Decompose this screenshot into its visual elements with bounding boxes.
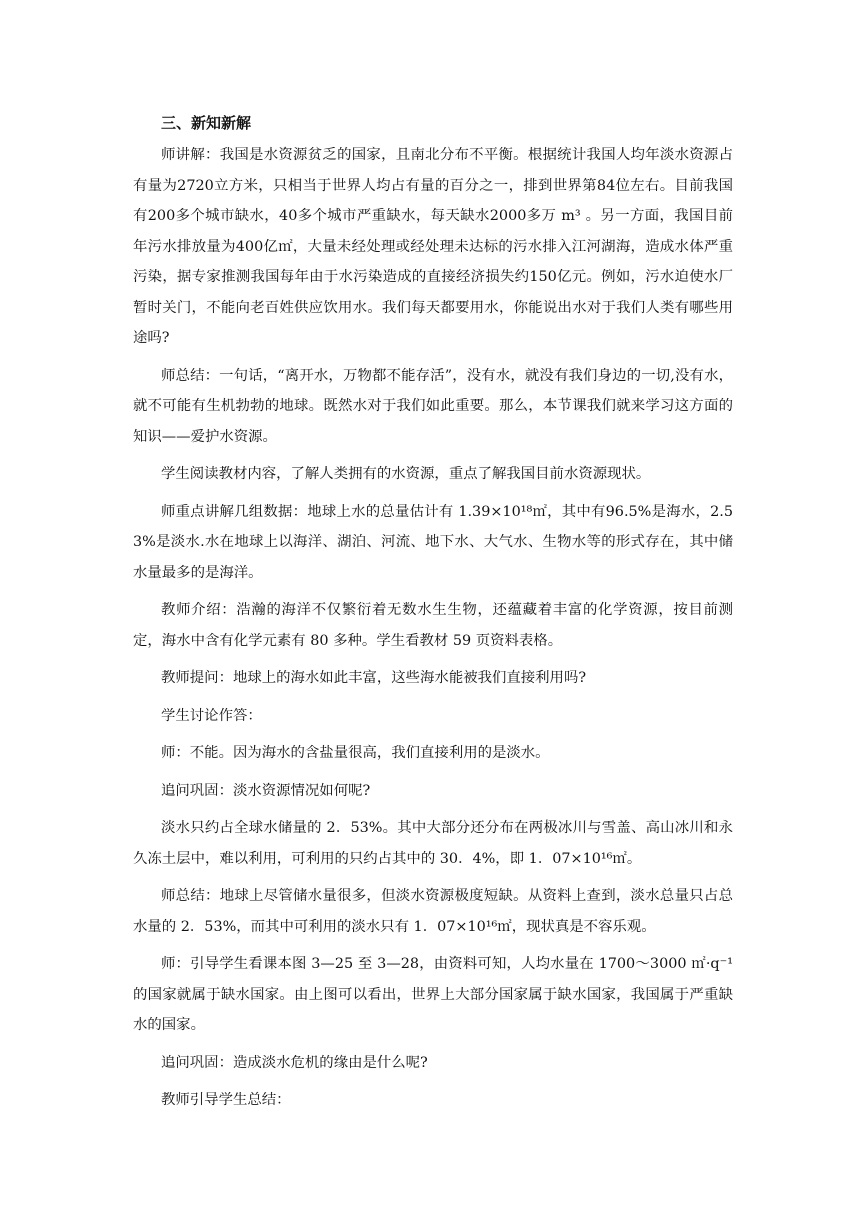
paragraph-figure-guide: 师：引导学生看课本图 3—25 至 3—28，由资料可知，人均水量在 1700～3000 ㎡·q⁻¹ 的国家就属于缺水国家。由上图可以看出，世界上大部分国家属于缺水国家，我国属于严重缺水的国家。	[133, 956, 733, 1033]
paragraph-teacher-summary-1: 师总结：一句话，“离开水，万物都不能存活”，没有水，就没有我们身边的一切,没有水，就不可能有生机勃勃的地球。既然水对于我们如此重要。那么，本节课我们就来学习这方面的知识——爱护水资源。	[133, 367, 733, 445]
paragraph-key-data: 师重点讲解几组数据：地球上水的总量估计有 1.39×10¹⁸㎡，其中有96.5%是海水，2.53%是淡水.水在地球上以海洋、湖泊、河流、地下水、大气水、生物水等的形式存在，其中储水量最多的是海洋。	[133, 503, 733, 581]
paragraph-freshwater-share: 淡水只约占全球水储量的 2．53%。其中大部分还分布在两极冰川与雪盖、高山冰川和永久冻土层中，难以利用，可利用的只约占其中的 30．4%，即 1．07×10¹⁶㎡。	[133, 820, 733, 867]
paragraph-teacher-intro: 教师介绍：浩瀚的海洋不仅繁衍着无数水生生物，还蕴藏着丰富的化学资源，按目前测定，海水中含有化学元素有 80 多种。学生看教材 59 页资料表格。	[133, 602, 733, 649]
paragraph-teacher-guide: 教师引导学生总结：	[161, 1092, 291, 1108]
document-page	[133, 108, 733, 1123]
paragraph-teacher-summary-2: 师总结：地球上尽管储水量很多，但淡水资源极度短缺。从资料上查到，淡水总量只占总水量的 2．53%，而其中可利用的淡水只有 1．07×10¹⁶㎡，现状真是不容乐观。	[133, 888, 733, 935]
paragraph-follow-up-2: 追问巩固：造成淡水危机的缘由是什么呢?	[161, 1054, 428, 1071]
section-heading: 三、新知新解	[161, 114, 252, 132]
paragraph-teacher-question: 教师提问：地球上的海水如此丰富，这些海水能被我们直接利用吗?	[161, 670, 587, 686]
paragraph-student-reading: 学生阅读教材内容，了解人类拥有的水资源，重点了解我国目前水资源现状。	[161, 466, 651, 482]
paragraph-student-discussion: 学生讨论作答：	[161, 707, 262, 724]
paragraph-teacher-lecture: 师讲解：我国是水资源贫乏的国家，且南北分布不平衡。根据统计我国人均年淡水资源占有量为2720立方米，只相当于世界人均占有量的百分之一，排到世界第84位左右。目前我国有200多个城市缺水，40多个城市严重缺水，每天缺水2000多万 m³ 。另一方面，我国目前年污水排放量为400亿㎡，大量未经处理或经处理未达标的污水排入江河湖海，造成水体严重污染，据专家推测我国每年由于水污染造成的直接经济损失约150亿元。例如，污水迫使水厂暂时关门，不能向老百姓供应饮用水。我们每天都要用水，你能说出水对于我们人类有哪些用途吗?	[133, 147, 733, 346]
paragraph-teacher-answer: 师：不能。因为海水的含盐量很高，我们直接利用的是淡水。	[161, 745, 550, 761]
paragraph-follow-up-1: 追问巩固：淡水资源情况如何呢?	[161, 782, 371, 799]
